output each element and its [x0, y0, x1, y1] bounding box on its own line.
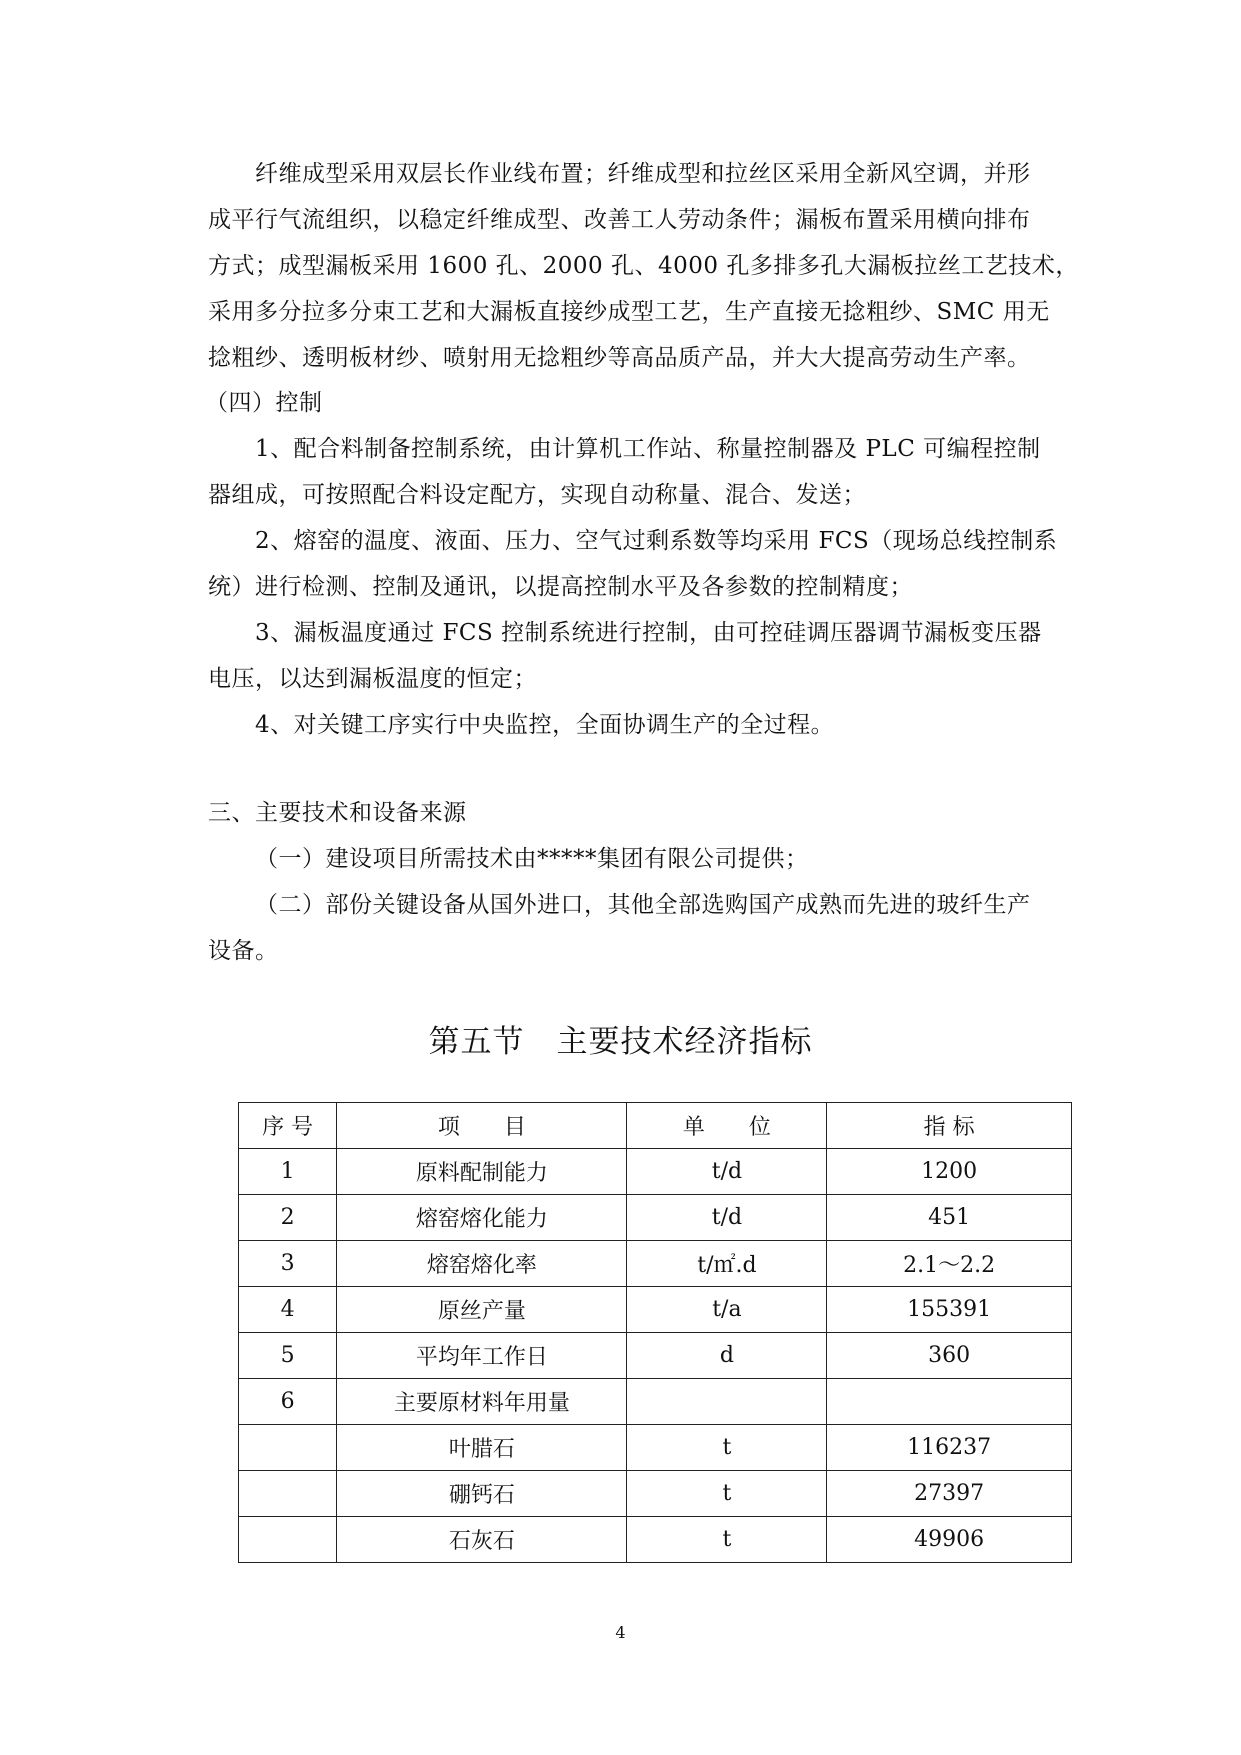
cell-value: 155391 [827, 1287, 1072, 1333]
header-item: 项 目 [337, 1103, 627, 1149]
section-title: 第五节 主要技术经济指标 [428, 1024, 813, 1060]
paragraph-line: 电压，以达到漏板温度的恒定； [208, 666, 537, 692]
table-row [239, 1287, 1072, 1333]
paragraph-line: 4、对关键工序实行中央监控，全面协调生产的全过程。 [255, 712, 835, 738]
cell-item: 原料配制能力 [337, 1149, 627, 1195]
cell-seq: 2 [239, 1195, 337, 1241]
table-row [239, 1333, 1072, 1379]
header-seq: 序 号 [239, 1103, 337, 1149]
paragraph-line: （一）建设项目所需技术由*****集团有限公司提供； [255, 846, 809, 872]
table-row [239, 1425, 1072, 1471]
paragraph-line: 方式；成型漏板采用 1600 孔、2000 孔、4000 孔多排多孔大漏板拉丝工艺技术， [208, 253, 1079, 279]
cell-unit: t [627, 1471, 827, 1517]
cell-value: 451 [827, 1195, 1072, 1241]
paragraph-line: 统）进行检测、控制及通讯，以提高控制水平及各参数的控制精度； [208, 574, 913, 600]
paragraph-line: 采用多分拉多分束工艺和大漏板直接纱成型工艺，生产直接无捻粗纱、SMC 用无 [208, 299, 1050, 325]
cell-unit: t/㎡.d [627, 1241, 827, 1287]
paragraph-line: 3、漏板温度通过 FCS 控制系统进行控制，由可控硅调压器调节漏板变压器 [255, 620, 1042, 646]
cell-seq: 1 [239, 1149, 337, 1195]
header-unit: 单 位 [627, 1103, 827, 1149]
table-row [239, 1241, 1072, 1287]
cell-item: 叶腊石 [337, 1425, 627, 1471]
cell-seq: 6 [239, 1379, 337, 1425]
cell-item: 硼钙石 [337, 1471, 627, 1517]
cell-seq [239, 1471, 337, 1517]
cell-value: 27397 [827, 1471, 1072, 1517]
cell-unit: d [627, 1333, 827, 1379]
cell-item: 主要原材料年用量 [337, 1379, 627, 1425]
cell-seq: 5 [239, 1333, 337, 1379]
cell-seq [239, 1517, 337, 1563]
cell-item: 平均年工作日 [337, 1333, 627, 1379]
paragraph-line: 1、配合料制备控制系统，由计算机工作站、称量控制器及 PLC 可编程控制 [255, 436, 1041, 462]
paragraph-line: 捻粗纱、透明板材纱、喷射用无捻粗纱等高品质产品，并大大提高劳动生产率。 [208, 345, 1031, 371]
paragraph-line: 设备。 [208, 938, 279, 964]
cell-value: 116237 [827, 1425, 1072, 1471]
cell-value: 2.1～2.2 [827, 1241, 1072, 1287]
subsection-heading: （四）控制 [205, 390, 323, 416]
cell-item: 原丝产量 [337, 1287, 627, 1333]
cell-unit: t [627, 1517, 827, 1563]
paragraph-line: （二）部份关键设备从国外进口，其他全部选购国产成熟而先进的玻纤生产 [255, 892, 1031, 918]
cell-value: 49906 [827, 1517, 1072, 1563]
cell-unit [627, 1379, 827, 1425]
paragraph-line: 器组成，可按照配合料设定配方，实现自动称量、混合、发送； [208, 482, 866, 508]
paragraph-line: 纤维成型采用双层长作业线布置；纤维成型和拉丝区采用全新风空调，并形 [255, 161, 1031, 187]
cell-unit: t/a [627, 1287, 827, 1333]
paragraph-line: 2、熔窑的温度、液面、压力、空气过剩系数等均采用 FCS（现场总线控制系 [255, 528, 1058, 554]
page-number: 4 [615, 1623, 626, 1642]
cell-unit: t/d [627, 1149, 827, 1195]
cell-seq: 4 [239, 1287, 337, 1333]
cell-seq: 3 [239, 1241, 337, 1287]
paragraph-line: 成平行气流组织，以稳定纤维成型、改善工人劳动条件；漏板布置采用横向排布 [208, 207, 1031, 233]
cell-value: 360 [827, 1333, 1072, 1379]
table-row [239, 1149, 1072, 1195]
cell-item: 熔窑熔化率 [337, 1241, 627, 1287]
table-row [239, 1471, 1072, 1517]
cell-unit: t [627, 1425, 827, 1471]
cell-unit: t/d [627, 1195, 827, 1241]
cell-item: 熔窑熔化能力 [337, 1195, 627, 1241]
section-heading: 三、主要技术和设备来源 [208, 800, 467, 826]
cell-value: 1200 [827, 1149, 1072, 1195]
technical-economic-indicators-table [238, 1102, 1072, 1563]
table-row [239, 1379, 1072, 1425]
cell-item: 石灰石 [337, 1517, 627, 1563]
table-row [239, 1517, 1072, 1563]
table-row [239, 1195, 1072, 1241]
cell-value [827, 1379, 1072, 1425]
header-value: 指 标 [827, 1103, 1072, 1149]
cell-seq [239, 1425, 337, 1471]
table-header-row [239, 1103, 1072, 1149]
